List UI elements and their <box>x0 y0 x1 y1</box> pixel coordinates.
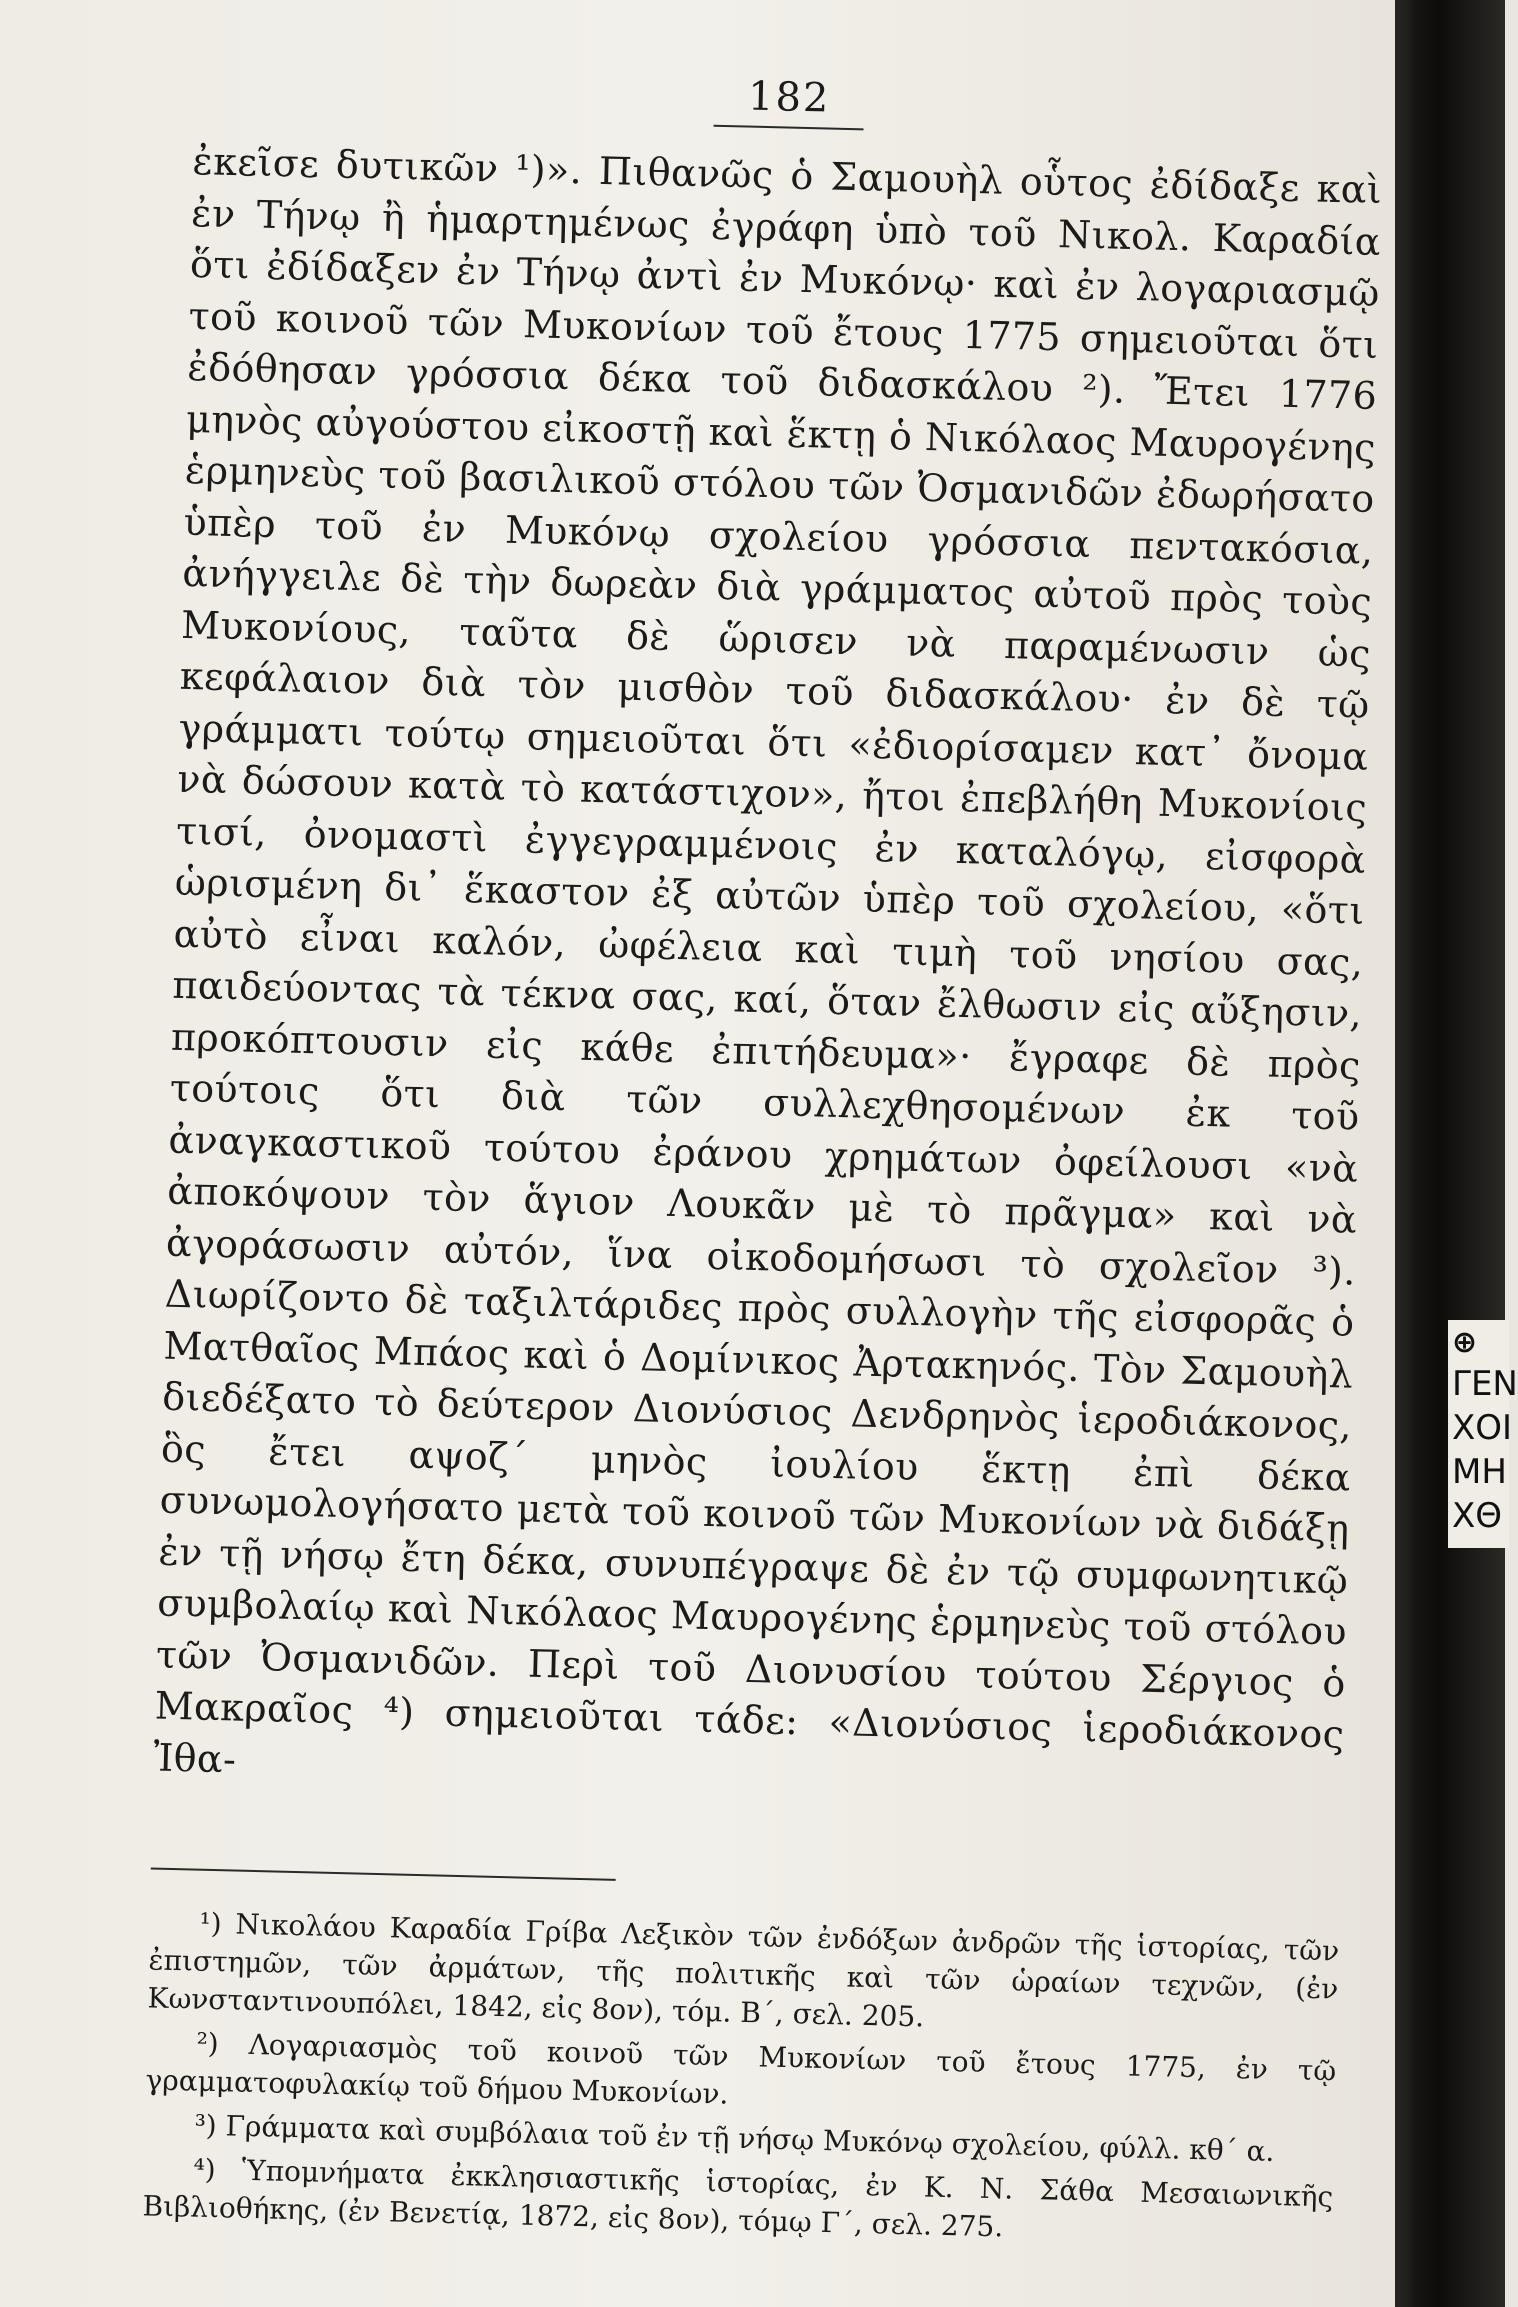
footnotes <box>142 1903 1340 2254</box>
facing-page-fragment: ΓΕΝ <box>1452 1364 1518 1404</box>
footnote-1: ¹) Νικολάου Καραδία Γρίβα Λεξικὸν τῶν ἐνδόξων ἀνδρῶν τῆς ἱστορίας, τῶν ἐπιστημῶν, τῶν ἀρμάτων, τῆς πολιτικῆς καὶ τῶν ὡραίων τεχνῶν, (ἐν Κωνσταντινουπόλει, 1842, εἰς 8ον), τόμ. Β´, σελ. 205. <box>147 1906 1340 2034</box>
facing-page-edge <box>1448 1320 1518 1548</box>
page-number: 182 <box>747 73 831 122</box>
footnote-3: ³) Γράμματα καὶ συμβόλαια τοῦ ἐν τῇ νήσῳ Μυκόνῳ σχολείου, φύλλ. κθ´ α. <box>194 2108 1275 2168</box>
facing-page-fragment: ΧΟΙ <box>1452 1408 1513 1448</box>
body-text: ἐκεῖσε δυτικῶν ¹)». Πιθανῶς ὁ Σαμουὴλ οὗτος ἐδίδαξε καὶ ἐν Τήνῳ ἢ ἡμαρτημένως ἐγράφη ὑπὸ τοῦ Νικολ. Καραδία ὅτι ἐδίδαξεν ἐν Τήνῳ ἀντὶ ἐν Μυκόνῳ· καὶ ἐν λογαριασμῷ τοῦ κοινοῦ τῶν Μυκονίων τοῦ ἔτους 1775 σημειοῦται ὅτι ἐδόθησαν γρόσσια δέκα τοῦ διδασκάλου ²). Ἔτει 1776 μηνὸς αὐγούστου εἰκοστῇ καὶ ἕκτῃ ὁ Νικόλαος Μαυρογένης ἑρμηνεὺς τοῦ βασιλικοῦ στόλου τῶν Ὀσμανιδῶν ἐδωρήσατο ὑπὲρ τοῦ ἐν Μυκόνῳ σχολείου γρόσσια πεντακόσια, ἀνήγγειλε δὲ τὴν δωρεὰν διὰ γράμματος αὐτοῦ πρὸς τοὺς Μυκονίους, ταῦτα δὲ ὥρισεν νὰ παραμένωσιν ὡς κεφάλαιον διὰ τὸν μισθὸν τοῦ διδασκάλου· ἐν δὲ τῷ γράμματι τούτῳ σημειοῦται ὅτι «ἐδιορίσαμεν κατ᾽ ὄνομα νὰ δώσουν κατὰ τὸ κατάστιχον», ἤτοι ἐπεβλήθη Μυκονίοις τισί, ὀνομαστὶ ἐγγεγραμμένοις ἐν καταλόγῳ, εἰσφορὰ ὡρισμένη δι᾽ ἕκαστον ἐξ αὐτῶν ὑπὲρ τοῦ σχολείου, «ὅτι αὐτὸ εἶναι καλόν, ὠφέλεια καὶ τιμὴ τοῦ νησίου σας, παιδεύοντας τὰ τέκνα σας, καί, ὅταν ἔλθωσιν εἰς αὔξησιν, προκόπτουσιν εἰς κάθε ἐπιτήδευμα»· ἔγραφε δὲ πρὸς τούτοις ὅτι διὰ τῶν συλλεχθησομένων ἐκ τοῦ ἀναγκαστικοῦ τούτου ἐράνου χρημάτων ὀφείλουσι «νὰ ἀποκόψουν τὸν ἅγιον Λουκᾶν μὲ τὸ πρᾶγμα» καὶ νὰ ἀγοράσωσιν αὐτόν, ἵνα οἰκοδομήσωσι τὸ σχολεῖον ³). Διωρίζοντο δὲ ταξιλτάριδες πρὸς συλλογὴν τῆς εἰσφορᾶς ὁ Ματθαῖος Μπάος καὶ ὁ Δομίνικος Ἀρτακηνός. Τὸν Σαμουὴλ διεδέξατο τὸ δεύτερον Διονύσιος Δενδρηνὸς ἱεροδιάκονος, ὃς ἔτει αψοζ´ μηνὸς ἰουλίου ἕκτῃ ἐπὶ δέκα συνωμολογήσατο μετὰ τοῦ κοινοῦ τῶν Μυκονίων νὰ διδάξῃ ἐν τῇ νήσῳ ἔτη δέκα, συνυπέγραψε δὲ ἐν τῷ συμφωνητικῷ συμβολαίῳ καὶ Νικόλαος Μαυρογένης ἑρμηνεὺς τοῦ στόλου τῶν Ὀσμανιδῶν. Περὶ τοῦ Διονυσίου τούτου Σέργιος ὁ Μακραῖος ⁴) σημειοῦται τάδε: «Διονύσιος ἱεροδιάκονος Ἰθα- <box>152 138 1383 1782</box>
book-gutter <box>1395 0 1505 2307</box>
page-number-rule <box>714 125 864 131</box>
facing-page-fragment: ΧΘ <box>1452 1496 1503 1536</box>
gutter-shadow <box>1395 0 1413 2307</box>
footnote-rule <box>151 1867 616 1880</box>
facing-page-fragment: ΜΗ <box>1452 1452 1507 1492</box>
facing-page-symbol: ⊕ <box>1452 1325 1478 1360</box>
page-content <box>142 60 1385 2260</box>
footnote-4: ⁴) Ὑπομνήματα ἐκκλησιαστικῆς ἱστορίας, ἐν Κ. Ν. Σάθα Μεσαιωνικῆς Βιβλιοθήκης, (ἐν Βενετίᾳ, 1872, εἰς 8ον), τόμῳ Γ´, σελ. 275. <box>142 2152 1334 2244</box>
footnote-2: ²) Λογαριασμὸς τοῦ κοινοῦ τῶν Μυκονίων τοῦ ἔτους 1775, ἐν τῷ γραμματοφυλακίῳ τοῦ δήμου Μυκονίων. <box>145 2026 1337 2111</box>
